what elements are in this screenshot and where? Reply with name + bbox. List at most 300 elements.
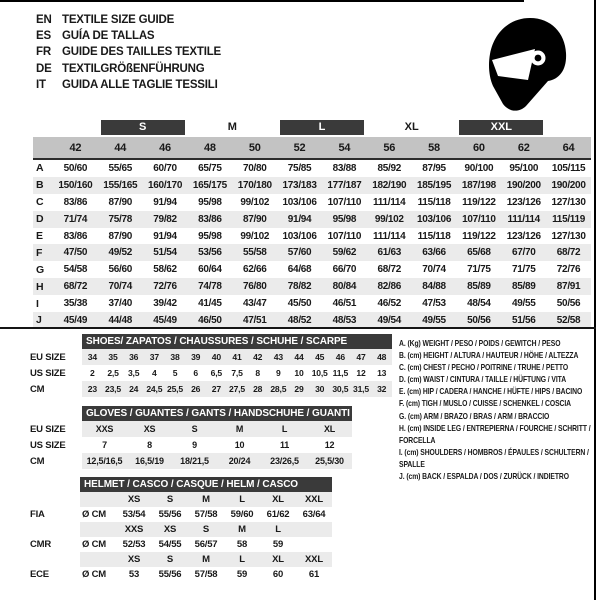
unit-spacer (80, 552, 116, 567)
row-letter: J (36, 314, 42, 327)
size-value: 9 (276, 368, 281, 378)
measure-value: 170/180 (237, 179, 272, 191)
size-label: XXL (296, 492, 332, 507)
helmet-value-row-cmr (30, 537, 332, 552)
measure-value: 37/40 (108, 298, 132, 310)
measure-value: 50/56 (467, 314, 491, 326)
measure-value: 119/122 (462, 196, 496, 208)
size-label: L (224, 552, 260, 567)
measure-value: 111/114 (373, 196, 406, 208)
standard-label: ECE (30, 569, 49, 580)
measure-value: 87/95 (422, 162, 446, 174)
size-number: 54 (338, 141, 351, 154)
measure-value: 91/94 (153, 230, 177, 242)
row-letter: H (36, 280, 44, 293)
size-value: 24 (123, 381, 144, 397)
standard-label: FIA (30, 509, 45, 520)
measure-value: 65/75 (198, 162, 222, 174)
size-number: 52 (293, 141, 306, 154)
measure-value: 66/70 (332, 264, 357, 276)
size-value: 23,5 (103, 381, 124, 397)
measure-value: 47/51 (242, 314, 267, 326)
guide-title: TEXTILGRÖßENFÜHRUNG (62, 62, 205, 75)
size-number: 56 (383, 141, 396, 154)
measure-value: 99/102 (374, 213, 404, 225)
size-band-xl: XL (404, 121, 419, 133)
helmet-icon (488, 16, 568, 112)
measure-value: 177/187 (327, 179, 362, 191)
measure-value: 82/86 (377, 281, 401, 293)
size-value: 27 (206, 381, 227, 397)
size-band-l: L (280, 120, 364, 135)
measure-value: 190/200 (506, 179, 541, 191)
measure-value: 85/89 (467, 281, 491, 293)
helmet-size-row-ece (30, 552, 332, 567)
size-label (296, 522, 332, 537)
size-value: 38 (165, 349, 186, 365)
size-value: 10 (234, 440, 245, 450)
measure-value: 68/72 (377, 264, 401, 276)
size-label: M (224, 522, 260, 537)
measure-value: 39/42 (153, 298, 177, 310)
measure-value: 75/85 (287, 162, 312, 174)
measure-value: 50/56 (556, 298, 581, 310)
measure-row-i (33, 295, 591, 312)
measure-row-a (33, 160, 591, 177)
measure-value: 46/52 (377, 298, 401, 310)
helmet-value-row-fia (30, 507, 332, 522)
size-value: 12,5/16,5 (82, 453, 127, 469)
size-band-m: M (227, 121, 237, 133)
legend-item: A. (Kg) WEIGHT / PESO / POIDS / GEWITCH / PESO (399, 338, 561, 348)
size-value: 7 (102, 440, 107, 450)
measure-value: 49/52 (108, 247, 132, 259)
size-value: 31,5 (351, 381, 372, 397)
guide-title-row (36, 28, 221, 44)
size-value: L (262, 421, 307, 437)
size-value: 45 (309, 349, 330, 365)
size-value: 34 (82, 349, 103, 365)
measure-value: 48/53 (332, 314, 357, 326)
size-number: 60 (472, 141, 485, 154)
measure-value: 155/165 (103, 179, 138, 191)
measure-value: 111/114 (373, 230, 406, 242)
measure-value: 67/70 (511, 247, 536, 259)
size-value: 57/58 (194, 569, 218, 580)
size-number: 64 (562, 141, 575, 154)
size-value: 7,5 (231, 368, 243, 378)
size-number: 44 (114, 141, 127, 154)
measure-value: 48/54 (467, 298, 491, 310)
row-label: US SIZE (30, 367, 66, 379)
size-value: 53/54 (122, 509, 146, 520)
size-value: 6,5 (210, 368, 222, 378)
measure-value: 58/62 (153, 264, 177, 276)
measure-value: 87/90 (108, 196, 132, 208)
size-label: XXS (116, 522, 152, 537)
helmet-size-table (30, 477, 332, 582)
size-label: L (224, 492, 260, 507)
measure-value: 44/48 (108, 314, 132, 326)
size-value: 59 (272, 539, 284, 550)
size-value: 11,5 (332, 368, 349, 378)
legend-item: F. (cm) TIGH / MUSLO / CUISSE / SCHENKEL / COSCIA (399, 398, 572, 409)
measure-value: 87/90 (242, 213, 267, 225)
measure-value: 47/50 (63, 247, 88, 259)
size-value: 25,5 (165, 381, 186, 397)
measure-value: 91/94 (287, 213, 312, 225)
row-letter: A (36, 162, 44, 175)
guide-title: GUIDA ALLE TAGLIE TESSILI (62, 78, 218, 91)
measure-value: 127/130 (551, 196, 586, 208)
measure-row-b (33, 177, 591, 194)
size-label: S (152, 492, 188, 507)
measure-value: 87/91 (556, 281, 581, 293)
measure-value: 87/90 (108, 230, 132, 242)
size-value: 53 (128, 569, 140, 580)
measure-value: 47/53 (422, 298, 446, 310)
row-label: CM (30, 455, 45, 467)
row-letter: C (36, 196, 44, 209)
size-value: 55/56 (158, 509, 182, 520)
measure-value: 84/88 (422, 281, 446, 293)
table-title: GLOVES / GUANTES / GANTS / HANDSCHUHE / GUANTI (82, 406, 352, 421)
measure-value: 45/50 (287, 298, 312, 310)
measure-value: 185/195 (417, 179, 452, 191)
measure-value: 49/54 (377, 314, 401, 326)
row-label: EU SIZE (30, 351, 66, 363)
legend-item: H. (cm) INSIDE LEG / ENTREPIERNA / FOURCHE / SCHRITT / FORCELLA (399, 422, 591, 445)
measure-value: 80/84 (332, 281, 357, 293)
size-value: 28,5 (268, 381, 289, 397)
measure-value: 107/110 (327, 230, 362, 242)
measure-value: 54/58 (63, 264, 88, 276)
measure-value: 56/60 (108, 264, 132, 276)
size-band-row (33, 120, 591, 135)
size-value: 8 (255, 368, 260, 378)
diameter-unit-label: Ø CM (82, 509, 107, 520)
legend-item: J. (cm) BACK / ESPALDA / DOS / ZURÜCK / INDIETRO (399, 471, 569, 482)
table-row-us-size (30, 437, 352, 453)
row-letter: E (36, 230, 43, 242)
table-title-row (30, 334, 392, 349)
size-value: M (217, 421, 262, 437)
size-value: 28 (247, 381, 268, 397)
measure-value: 64/68 (287, 264, 312, 276)
measure-value: 68/72 (556, 247, 581, 259)
measure-value: 65/68 (467, 247, 491, 259)
measure-value: 48/52 (287, 314, 312, 326)
measure-value: 187/198 (461, 179, 496, 191)
measure-value: 70/74 (422, 264, 446, 276)
measure-row-e (33, 228, 591, 245)
measure-value: 103/106 (282, 230, 317, 242)
size-value: 59 (236, 569, 248, 580)
diameter-unit-label: Ø CM (82, 539, 107, 550)
measure-value: 83/86 (63, 196, 88, 208)
measure-value: 49/55 (422, 314, 446, 326)
size-label: XS (152, 522, 188, 537)
guide-title: GUÍA DE TALLAS (62, 30, 155, 43)
measure-value: 91/94 (153, 196, 177, 208)
measure-value: 83/88 (332, 162, 357, 174)
measure-value: 123/126 (506, 196, 541, 208)
measure-value: 68/72 (63, 281, 88, 293)
size-band-s: S (101, 120, 185, 135)
row-letter: G (36, 263, 44, 276)
measure-row-h (33, 278, 591, 295)
language-code: IT (36, 78, 46, 91)
measure-value: 55/58 (242, 247, 267, 259)
size-value: 29 (289, 381, 310, 397)
size-value: 3,5 (127, 368, 140, 378)
size-value: 12 (356, 368, 366, 378)
measure-value: 99/102 (240, 196, 270, 208)
size-value: 30 (309, 381, 330, 397)
size-label: XS (116, 492, 152, 507)
measure-value: 90/100 (464, 162, 494, 174)
table-title: SHOES/ ZAPATOS / CHAUSSURES / SCHUHE / SCARPE (82, 334, 392, 349)
measure-value: 119/122 (462, 230, 496, 242)
measure-value: 103/106 (282, 196, 317, 208)
size-value: 16,5/19 (127, 453, 172, 469)
size-value: 10 (294, 368, 304, 378)
table-row-cm (30, 453, 352, 469)
legend-item: D. (cm) WAIST / CINTURA / TAILLE / HÜFTUNG / VITA (399, 374, 567, 385)
measure-value: 95/98 (198, 230, 222, 242)
size-value: 54/55 (158, 539, 182, 550)
size-label: XL (260, 492, 296, 507)
legend-item: B. (cm) HEIGHT / ALTURA / HAUTEUR / HÖHE / ALTEZZA (399, 350, 579, 361)
table-title-row (30, 477, 332, 492)
measure-value: 35/38 (63, 298, 88, 310)
size-value: 13 (377, 368, 387, 378)
measure-value: 43/47 (242, 298, 267, 310)
size-value: 23/26,5 (262, 453, 307, 469)
size-label: S (188, 522, 224, 537)
size-number: 46 (159, 141, 171, 154)
size-number: 58 (428, 141, 440, 154)
measurement-legend (399, 337, 591, 482)
measure-row-g (33, 261, 591, 278)
size-value: 4 (152, 368, 157, 378)
size-value: 52/53 (122, 539, 146, 550)
table-row-eu-size (30, 421, 352, 437)
measure-value: 60/64 (198, 264, 222, 276)
top-border-line (0, 0, 524, 2)
measure-value: 63/66 (422, 247, 446, 259)
guide-title-row (36, 77, 221, 93)
size-label: XXL (296, 552, 332, 567)
measure-value: 85/89 (511, 281, 536, 293)
measure-value: 107/110 (327, 196, 362, 208)
size-value: 48 (371, 349, 392, 365)
size-value: 23 (82, 381, 103, 397)
size-value: 24,5 (144, 381, 165, 397)
measure-value: 49/55 (511, 298, 536, 310)
measure-value: 79/82 (153, 213, 177, 225)
row-label: US SIZE (30, 439, 66, 451)
size-label: L (260, 522, 296, 537)
size-value: 59/60 (230, 509, 254, 520)
row-letter: F (36, 246, 43, 259)
size-value: 56/57 (194, 539, 218, 550)
guide-title-row (36, 44, 221, 60)
size-value: S (172, 421, 217, 437)
size-value: 58 (236, 539, 248, 550)
size-value: 10,5 (311, 368, 328, 378)
measure-value: 123/126 (506, 230, 541, 242)
size-band-xxl: XXL (459, 120, 543, 135)
size-value: 36 (123, 349, 144, 365)
measure-value: 95/98 (332, 213, 357, 225)
size-value: 26 (185, 381, 206, 397)
size-label: XS (116, 552, 152, 567)
measure-value: 190/200 (551, 179, 586, 191)
table-title: HELMET / CASCO / CASQUE / HELM / CASCO (80, 477, 332, 492)
measure-value: 107/110 (462, 213, 496, 225)
measure-value: 95/100 (509, 162, 539, 174)
diameter-unit-label: Ø CM (82, 569, 107, 580)
measure-value: 72/76 (153, 281, 177, 293)
measure-value: 57/60 (287, 247, 312, 259)
size-value: 5 (172, 368, 178, 378)
size-value: 9 (192, 440, 197, 450)
measure-value: 46/50 (198, 314, 222, 326)
standard-label: CMR (30, 539, 52, 550)
size-value: 11 (279, 440, 290, 450)
size-number: 50 (248, 141, 261, 154)
measure-value: 150/160 (58, 179, 93, 191)
size-label: M (188, 552, 224, 567)
size-value: 60 (272, 569, 284, 580)
size-value: 20/24 (217, 453, 262, 469)
legend-item: G. (cm) ARM / BRAZO / BRAS / ARM / BRACCIO (399, 410, 550, 421)
size-label: XL (260, 552, 296, 567)
measure-value: 70/74 (108, 281, 132, 293)
measure-value: 165/175 (192, 179, 227, 191)
table-row-us-size (30, 365, 392, 381)
measure-value: 61/63 (377, 247, 401, 259)
size-value: 32 (371, 381, 392, 397)
size-value: 61/62 (266, 509, 290, 520)
measure-value: 111/114 (507, 213, 540, 225)
size-number: 42 (69, 141, 82, 154)
measure-value: 76/80 (242, 281, 267, 293)
helmet-value-row-ece (30, 567, 332, 582)
size-value: 18/21,5 (172, 453, 217, 469)
right-border-line (594, 0, 596, 600)
measure-value: 60/70 (153, 162, 177, 174)
size-value: 46 (330, 349, 351, 365)
size-value: 41 (227, 349, 248, 365)
size-value: XXS (82, 421, 127, 437)
measure-value: 50/60 (63, 162, 88, 174)
guide-title-block (36, 12, 221, 93)
measure-value: 51/56 (511, 314, 536, 326)
helmet-size-row-cmr (30, 522, 332, 537)
unit-spacer (80, 492, 116, 507)
guide-title: TEXTILE SIZE GUIDE (62, 14, 175, 27)
measure-value: 71/74 (63, 213, 88, 225)
measure-value: 127/130 (551, 230, 586, 242)
size-value: 35 (103, 349, 124, 365)
size-value: 61 (308, 569, 320, 580)
measure-value: 51/54 (153, 247, 177, 259)
guide-title-row (36, 12, 221, 28)
size-value: 39 (185, 349, 206, 365)
language-code: EN (36, 14, 52, 27)
measure-row-d (33, 211, 591, 228)
row-letter: B (36, 179, 44, 192)
measure-value: 99/102 (240, 230, 270, 242)
measure-value: 85/92 (377, 162, 401, 174)
measure-value: 71/75 (511, 264, 536, 276)
size-value: 40 (206, 349, 227, 365)
measure-value: 83/86 (63, 230, 88, 242)
size-label: M (188, 492, 224, 507)
language-code: ES (36, 30, 51, 43)
measure-value: 72/76 (556, 264, 581, 276)
table-row-eu-size (30, 349, 392, 365)
language-code: DE (36, 62, 52, 75)
measure-value: 75/78 (108, 213, 132, 225)
legend-item: C. (cm) CHEST / PECHO / POITRINE / TRUHE / PETTO (399, 362, 569, 373)
size-number-row (33, 137, 591, 160)
size-value: 25,5/30 (307, 453, 352, 469)
measure-value: 70/80 (242, 162, 267, 174)
size-value: XL (307, 421, 352, 437)
shoes-size-table (30, 334, 392, 397)
measure-value: 71/75 (467, 264, 491, 276)
row-label: EU SIZE (30, 423, 66, 435)
row-letter: I (36, 297, 39, 310)
size-value: 6 (193, 368, 198, 378)
size-number: 62 (517, 141, 530, 154)
size-value: 57/58 (194, 509, 218, 520)
language-code: FR (36, 46, 51, 59)
size-value: 42 (247, 349, 268, 365)
size-value: 47 (351, 349, 372, 365)
textile-measurement-table (33, 120, 591, 329)
measure-value: 55/65 (108, 162, 132, 174)
size-label: S (152, 552, 188, 567)
measure-value: 95/98 (198, 196, 222, 208)
size-value: 27,5 (227, 381, 248, 397)
size-value: 30,5 (330, 381, 351, 397)
measure-value: 46/51 (332, 298, 357, 310)
size-value: 2 (90, 368, 95, 378)
size-number: 48 (203, 141, 216, 154)
size-value: 2,5 (107, 368, 119, 378)
size-value: 44 (289, 349, 310, 365)
measure-value: 105/115 (551, 162, 586, 174)
measure-row-f (33, 244, 591, 261)
measure-value: 115/118 (417, 230, 451, 242)
measure-value: 59/62 (332, 247, 357, 259)
size-value: 43 (268, 349, 289, 365)
row-label: CM (30, 383, 45, 395)
section-divider-line (0, 327, 596, 329)
guide-title-row (36, 61, 221, 77)
measure-value: 62/66 (242, 264, 267, 276)
legend-item: I. (cm) SHOULDERS / HOMBROS / ÉPAULES / SCHULTERN / SPALLE (399, 446, 589, 469)
guide-title: GUIDE DES TAILLES TEXTILE (62, 46, 221, 59)
size-value: 12 (324, 440, 335, 450)
table-row-cm (30, 381, 392, 397)
measure-value: 53/56 (198, 247, 222, 259)
measure-value: 83/86 (198, 213, 222, 225)
